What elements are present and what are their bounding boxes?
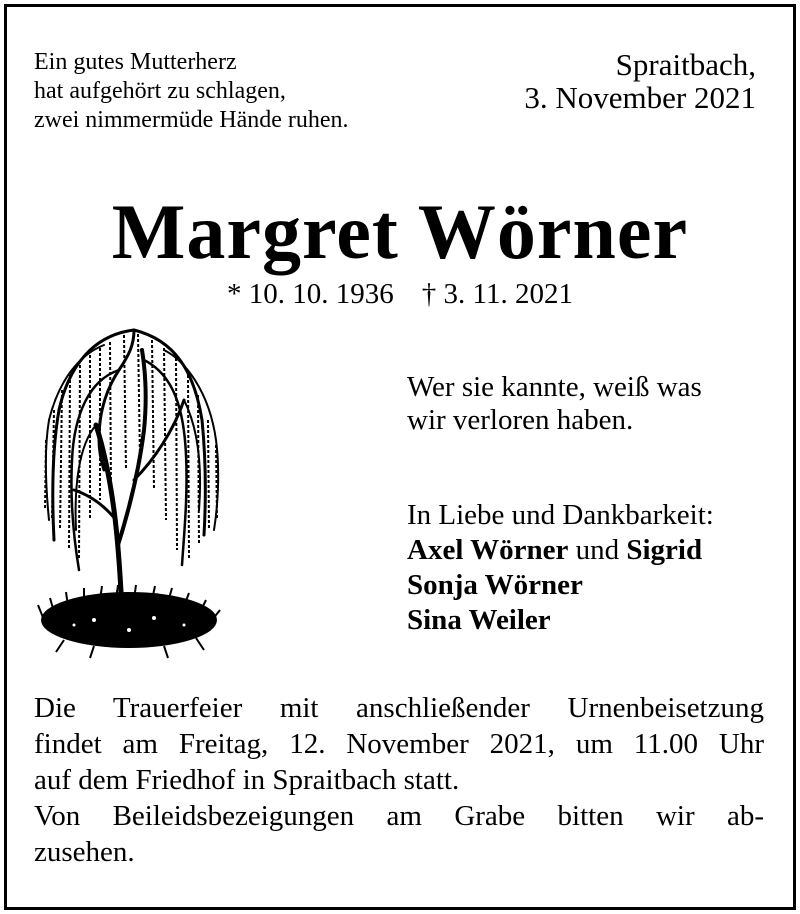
ceremony-info (34, 690, 764, 870)
place-date (524, 48, 756, 114)
quote-line: Wer sie kannte, weiß was (407, 371, 702, 403)
motto-verse (34, 48, 349, 135)
motto-line: zwei nimmermüde Hände ruhen. (34, 107, 349, 133)
quote (407, 371, 702, 437)
deceased-name: Margret Wörner (111, 188, 689, 275)
mourner-name: Sigrid (626, 534, 703, 566)
mourner-name: Sonja Wörner (407, 569, 583, 601)
ceremony-line: zusehen. (34, 836, 135, 868)
mourners-line (407, 533, 714, 568)
ceremony-line: Die Trauerfeier mit anschließender Urnenbeisetzung (34, 692, 764, 724)
date: 3. November 2021 (524, 80, 756, 115)
conjunction: und (575, 534, 620, 566)
ceremony-line: findet am Freitag, 12. November 2021, um 11.00 Uhr (34, 728, 764, 760)
motto-line: Ein gutes Mutterherz (34, 49, 237, 75)
life-dates (0, 280, 800, 309)
birth-date: * 10. 10. 1936 (227, 278, 394, 310)
weeping-willow-tree-icon (34, 320, 224, 660)
quote-line: wir verloren haben. (407, 404, 634, 436)
ceremony-line: auf dem Friedhof in Spraitbach statt. (34, 764, 460, 796)
mourners-block (407, 498, 714, 638)
mourners-intro: In Liebe und Dankbarkeit: (407, 499, 714, 531)
mourner-name: Sina Weiler (407, 604, 551, 636)
death-date: † 3. 11. 2021 (421, 278, 573, 310)
motto-line: hat aufgehört zu schlagen, (34, 78, 286, 104)
ceremony-line: Von Beileidsbezeigungen am Grabe bitten wir ab- (34, 800, 764, 832)
place: Spraitbach, (615, 47, 756, 82)
mourner-name: Axel Wörner (407, 534, 569, 566)
